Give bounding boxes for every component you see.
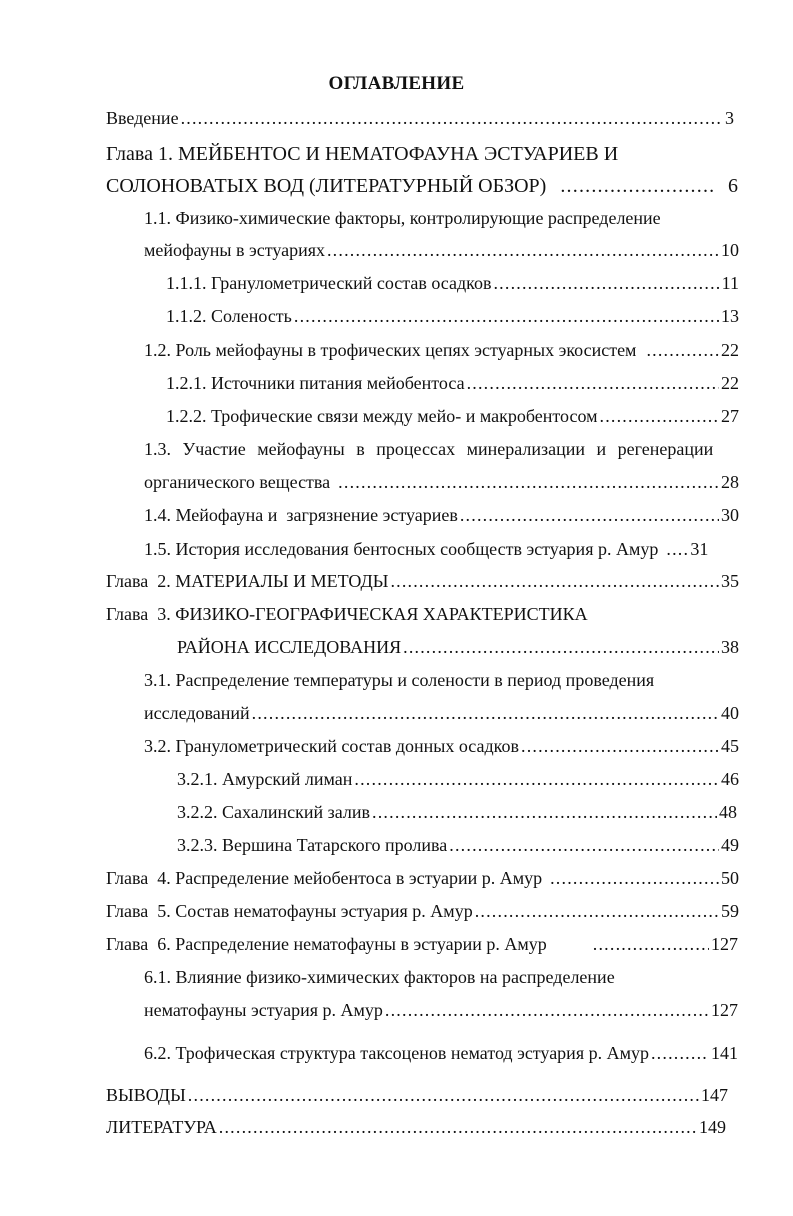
- leader-dots: [521, 734, 719, 758]
- leader-dots: [475, 899, 719, 923]
- page-number: 3: [725, 108, 734, 128]
- toc-entry-1-3-line1: 1.3. Участие мейофауны в процессах минерализации и регенерации: [144, 439, 714, 459]
- toc-entry-conclusions: ВЫВОДЫ ..... 147: [106, 1083, 728, 1107]
- page-number: 10: [721, 240, 739, 260]
- page-number: 127: [711, 1000, 738, 1020]
- page-number: 13: [721, 306, 739, 326]
- leader-dots: [294, 304, 719, 328]
- leader-dots: [560, 174, 716, 198]
- page-number: 30: [721, 505, 739, 525]
- toc-entry-ch2: Глава 2. МАТЕРИАЛЫ И МЕТОДЫ ..... 35: [106, 569, 739, 593]
- leader-dots: [188, 1083, 699, 1107]
- leader-dots: [403, 635, 719, 659]
- toc-entry-1-5: 1.5. История исследования бентосных сообществ эстуария р. Амур ..... 31: [144, 537, 739, 561]
- leader-dots: [327, 238, 719, 262]
- leader-dots: [651, 1041, 709, 1065]
- toc-entry-3-2-2: 3.2.2. Сахалинский залив ..... 48: [177, 800, 737, 824]
- page-number: 31: [690, 539, 709, 559]
- page-number: 45: [721, 736, 739, 756]
- toc-entry-ch1: СОЛОНОВАТЫХ ВОД (ЛИТЕРАТУРНЫЙ ОБЗОР) ..... 6: [106, 174, 738, 198]
- toc-entry-1-2-1: 1.2.1. Источники питания мейобентоса ..... 22: [166, 371, 739, 395]
- toc-entry-3-1-line1: 3.1. Распределение температуры и солености в период проведения: [144, 670, 655, 690]
- page-number: 149: [699, 1117, 726, 1137]
- leader-dots: [593, 932, 709, 956]
- leader-dots: [181, 106, 723, 130]
- toc-entry-1-3: органического вещества ..... 28: [144, 470, 739, 494]
- toc-entry-intro: Введение ..... 3: [106, 106, 734, 130]
- leader-dots: [550, 866, 719, 890]
- toc-entry-1-4: 1.4. Мейофауна и загрязнение эстуариев ..... 30: [144, 503, 739, 527]
- page-title: ОГЛАВЛЕНИЕ: [328, 73, 465, 94]
- leader-dots: [252, 701, 719, 725]
- page-number: 22: [721, 373, 739, 393]
- leader-dots: [338, 470, 719, 494]
- toc-entry-6-1-line1: 6.1. Влияние физико-химических факторов на распределение: [144, 967, 615, 987]
- page-number: 35: [721, 571, 739, 591]
- toc-entry-ch4: Глава 4. Распределение мейобентоса в эстуарии р. Амур ..... 50: [106, 866, 739, 890]
- leader-dots: [600, 404, 720, 428]
- leader-dots: [467, 371, 719, 395]
- toc-entry-6-2: 6.2. Трофическая структура таксоценов нематод эстуария р. Амур ..... 141: [144, 1041, 738, 1065]
- page-number: 127: [711, 934, 738, 954]
- page-number: 6: [728, 175, 738, 197]
- toc-entry-ch5: Глава 5. Состав нематофауны эстуария р. Амур ..... 59: [106, 899, 739, 923]
- toc-entry-3-2: 3.2. Гранулометрический состав донных осадков ..... 45: [144, 734, 739, 758]
- leader-dots: [354, 767, 719, 791]
- page-number: 48: [719, 802, 737, 822]
- toc-entry-3-2-3: 3.2.3. Вершина Татарского пролива ..... 49: [177, 833, 739, 857]
- toc-entry-ch3-line1: Глава 3. ФИЗИКО-ГЕОГРАФИЧЕСКАЯ ХАРАКТЕРИСТИКА: [106, 604, 588, 624]
- page-number: 50: [721, 868, 739, 888]
- page-number: 11: [721, 273, 739, 293]
- toc-entry-literature: ЛИТЕРАТУРА ..... 149: [106, 1115, 726, 1139]
- toc-entry-1-1-line1: 1.1. Физико-химические факторы, контролирующие распределение: [144, 208, 661, 228]
- page-number: 38: [721, 637, 739, 657]
- toc-entry-1-2-2: 1.2.2. Трофические связи между мейо- и макробентосом ..... 27: [166, 404, 739, 428]
- page-number: 49: [721, 835, 739, 855]
- leader-dots: [390, 569, 719, 593]
- leader-dots: [219, 1115, 697, 1139]
- toc-entry-1-1: мейофауны в эстуариях ..... 10: [144, 238, 739, 262]
- toc-entry-3-1: исследований ..... 40: [144, 701, 739, 725]
- leader-dots: [449, 833, 719, 857]
- page-number: 59: [721, 901, 739, 921]
- toc-entry-6-1: нематофауны эстуария р. Амур ..... 127: [144, 998, 738, 1022]
- toc-entry-ch3: РАЙОНА ИССЛЕДОВАНИЯ ..... 38: [177, 635, 739, 659]
- page-number: 147: [701, 1085, 728, 1105]
- toc-entry-1-1-2: 1.1.2. Соленость ..... 13: [166, 304, 739, 328]
- page-number: 141: [711, 1043, 738, 1063]
- page-number: 40: [721, 703, 739, 723]
- leader-dots: [460, 503, 719, 527]
- leader-dots: [646, 338, 719, 362]
- page-number: 22: [721, 340, 739, 360]
- page-number: 46: [721, 769, 739, 789]
- leader-dots: [666, 537, 688, 561]
- leader-dots: [385, 998, 709, 1022]
- toc-entry-1-2: 1.2. Роль мейофауны в трофических цепях эстуарных экосистем ..... 22: [144, 338, 739, 362]
- toc-entry-3-2-1: 3.2.1. Амурский лиман ..... 46: [177, 767, 739, 791]
- toc-entry-ch1-line1: Глава 1. МЕЙБЕНТОС И НЕМАТОФАУНА ЭСТУАРИЕВ И: [106, 143, 619, 165]
- leader-dots: [493, 271, 719, 295]
- page-number: 27: [721, 406, 739, 426]
- toc-entry-ch6: Глава 6. Распределение нематофауны в эстуарии р. Амур ..... 127: [106, 932, 738, 956]
- leader-dots: [372, 800, 717, 824]
- page-number: 28: [721, 472, 739, 492]
- toc-entry-1-1-1: 1.1.1. Гранулометрический состав осадков ..... 11: [166, 271, 739, 295]
